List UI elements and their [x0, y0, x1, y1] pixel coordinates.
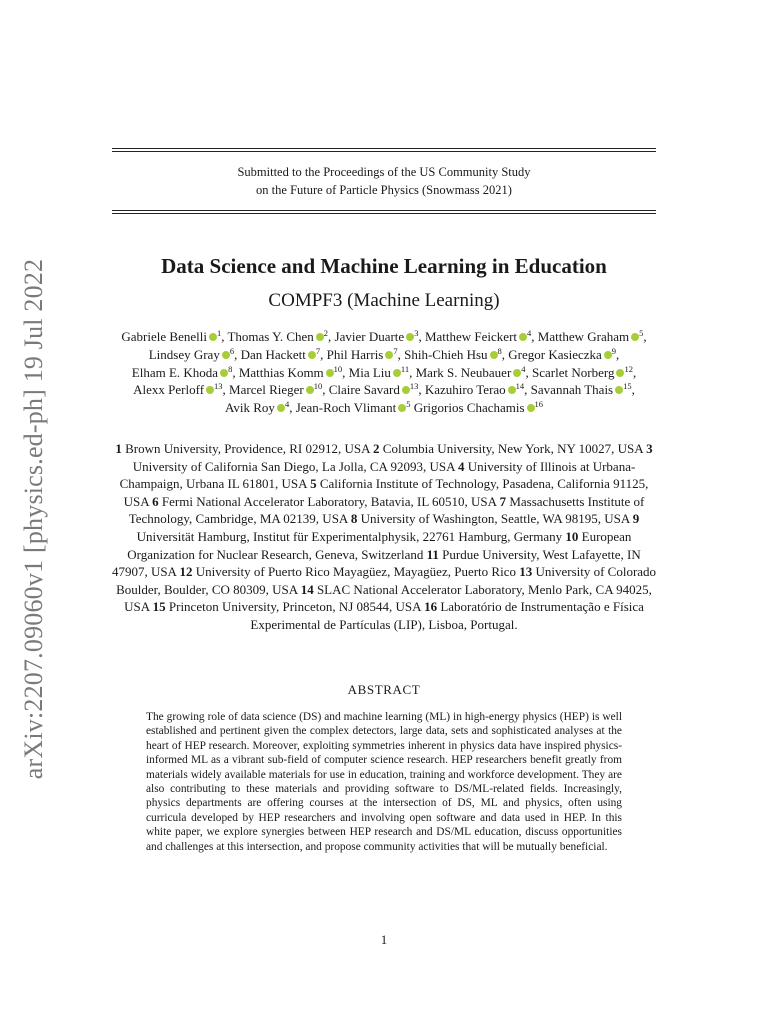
affiliation-number: 6 — [152, 493, 159, 509]
author — [349, 365, 409, 380]
author-affiliation-mark: 11 — [400, 363, 410, 374]
orcid-icon[interactable] — [615, 386, 623, 394]
author-affiliation-mark: 2 — [323, 328, 329, 338]
author-affiliation-mark: 1 — [216, 328, 222, 338]
author-name: Mark S. Neubauer — [415, 364, 512, 380]
affiliation-number: 16 — [424, 599, 438, 615]
author — [538, 329, 644, 344]
author-name: Jean-Roch Vlimant — [295, 400, 397, 416]
orcid-icon[interactable] — [277, 404, 285, 412]
orcid-icon[interactable] — [206, 386, 214, 394]
author — [532, 365, 633, 380]
affiliation-text: Purdue University, West Lafayette, IN 47907, USA — [111, 546, 641, 580]
author-affiliation-mark: 7 — [393, 345, 398, 356]
author-affiliation-mark: 9 — [611, 345, 617, 356]
affiliation-number: 13 — [519, 564, 533, 580]
affiliation-text: Princeton University, Princeton, NJ 08544, USA — [168, 599, 421, 615]
author-affiliation-mark: 10 — [333, 363, 343, 374]
affiliation-number: 14 — [300, 581, 314, 597]
author-affiliation-mark: 7 — [315, 345, 321, 356]
author-name: Claire Savard — [328, 382, 400, 398]
author — [416, 365, 526, 380]
page-number: 1 — [380, 932, 388, 947]
notice-line-2: on the Future of Particle Physics (Snowmass 2021) — [256, 183, 512, 197]
author-name: Avik Roy — [224, 400, 275, 416]
author — [229, 382, 322, 397]
affiliation-number: 4 — [458, 458, 465, 474]
author — [239, 365, 342, 380]
author-name: Matthew Feickert — [424, 329, 518, 344]
top-rule-upper — [112, 148, 656, 149]
author — [329, 382, 419, 397]
author-name: Elham E. Khoda — [131, 364, 219, 380]
author-name: Phil Harris — [326, 346, 384, 362]
author-name: Javier Duarte — [334, 329, 405, 344]
author-affiliation-mark: 4 — [284, 399, 290, 410]
orcid-icon[interactable] — [306, 386, 314, 394]
author-affiliation-mark: 5 — [639, 328, 644, 338]
author-affiliation-mark: 16 — [534, 399, 544, 410]
author — [425, 329, 531, 344]
author — [425, 382, 524, 397]
author — [335, 329, 419, 344]
author-name: Gregor Kasieczka — [508, 346, 602, 362]
affiliation-number: 15 — [152, 599, 166, 615]
author-affiliation-mark: 10 — [313, 381, 323, 392]
author-list: Gabriele Benelli $^1$, Thomas Y. Chen $^2$, Javier Duarte $^3$, Matthew Feickert $^4$, Matthew Graham $^5$, Lindsey Gray $^6$, Dan Hackett $^7$, Phil Harris $^7$, Shih-Chieh Hsu $^8$, Gregor Kasieczka $^9$, Elham E. Khoda $^8$, Matthias Komm $^{10}$, Mia Liu $^{11}$, Mark S. Neubauer $^4$, Scarlet Norberg $^{12}$, Alexx Perloff $^{13}$, Marcel Rieger $^{10}$, Claire Savard $^{13}$, Kazuhiro Terao $^{14}$, Savannah Thais $^{15}$, Avik Roy $^4$, Jean-Roch Vlimant $^5$ Grigorios Chachamis $^{16}$ — [121, 328, 647, 416]
author-affiliation-mark: 8 — [228, 363, 233, 374]
author-affiliation-mark: 5 — [406, 399, 411, 410]
orcid-icon[interactable] — [222, 351, 230, 359]
author-affiliation-mark: 4 — [527, 328, 532, 338]
author-affiliation-mark: 8 — [497, 345, 502, 356]
author-affiliation-mark: 13 — [214, 381, 223, 392]
author — [327, 347, 398, 362]
submission-notice — [112, 163, 656, 199]
notice-line-1: Submitted to the Proceedings of the US Community Study — [237, 165, 531, 179]
affiliation-number: 3 — [646, 441, 653, 456]
affiliation-number: 8 — [350, 511, 358, 527]
affiliation-number: 12 — [179, 564, 193, 580]
affiliation-number: 7 — [499, 493, 507, 509]
author-affiliation-mark: 6 — [229, 345, 235, 356]
author — [121, 329, 221, 344]
author-name: Lindsey Gray — [148, 346, 220, 362]
author — [531, 382, 632, 397]
affiliation-number: 11 — [426, 546, 439, 562]
orcid-icon[interactable] — [631, 333, 639, 341]
paper-subtitle: COMPF3 (Machine Learning) — [268, 290, 500, 311]
orcid-icon[interactable] — [508, 386, 516, 394]
author — [241, 347, 321, 362]
orcid-icon[interactable] — [402, 386, 410, 394]
author-name: Scarlet Norberg — [532, 364, 615, 380]
orcid-icon[interactable] — [604, 351, 612, 359]
bottom-rule-upper — [112, 210, 656, 211]
affiliation-number: 1 — [115, 441, 122, 456]
orcid-icon[interactable] — [490, 351, 498, 359]
affiliation-text: University of Puerto Rico Mayagüez, Mayagüez, Puerto Rico — [195, 564, 516, 580]
author — [404, 347, 502, 362]
affiliation-text: European Organization for Nuclear Research, Geneva, Switzerland — [127, 528, 632, 562]
affiliation-number: 2 — [373, 441, 380, 456]
orcid-icon[interactable] — [209, 333, 217, 341]
author-affiliation-mark: 3 — [414, 328, 419, 338]
affiliation-text: University of Illinois at Urbana-Champaign, Urbana IL 61801, USA — [119, 458, 636, 492]
author-name: Alexx Perloff — [133, 382, 205, 398]
affiliation-text: Columbia University, New York, NY 10027, USA — [382, 441, 643, 456]
author-affiliation-mark: 12 — [624, 363, 633, 374]
author-affiliation-mark: 15 — [623, 381, 632, 392]
affiliation-list — [108, 440, 660, 634]
author-affiliation-mark: 13 — [409, 381, 419, 392]
affiliation-text: University of California San Diego, La Jolla, CA 92093, USA — [132, 458, 455, 474]
paper-title: Data Science and Machine Learning in Education — [161, 254, 607, 278]
orcid-icon[interactable] — [308, 351, 316, 359]
orcid-icon[interactable] — [393, 369, 401, 377]
author-name: Mia Liu — [348, 364, 391, 380]
affiliation-text: University of Colorado Boulder, Boulder, CO 80309, USA — [116, 564, 657, 597]
orcid-icon[interactable] — [519, 333, 527, 341]
author-name: Matthias Komm — [238, 364, 324, 380]
author-name: Savannah Thais — [530, 382, 614, 398]
abstract-heading: ABSTRACT — [347, 682, 421, 697]
author-name: Marcel Rieger — [229, 382, 304, 398]
author — [227, 329, 328, 344]
affiliation-text: University of Washington, Seattle, WA 98195, USA — [360, 511, 630, 527]
affiliation-text: Laboratório de Instrumentação e Física Experimental de Partículas (LIP), Lisboa, Portugal. — [250, 599, 644, 632]
author — [508, 347, 616, 362]
affiliation-text: Massachusetts Institute of Technology, Cambridge, MA 02139, USA — [128, 493, 645, 527]
author — [132, 365, 233, 380]
top-rule-lower — [112, 151, 656, 152]
orcid-icon[interactable] — [527, 404, 535, 412]
author-affiliation-mark: 14 — [515, 381, 525, 392]
orcid-icon[interactable] — [316, 333, 324, 341]
arxiv-identifier — [14, 254, 54, 784]
affiliation-text: Universität Hamburg, Institut für Experimentalphysik, 22761 Hamburg, Germany — [136, 528, 563, 544]
author-name: Dan Hackett — [240, 346, 306, 362]
author — [133, 382, 222, 397]
affiliation-number: 9 — [632, 511, 640, 527]
author-name: Gabriele Benelli — [121, 329, 207, 344]
author — [225, 400, 289, 415]
author-affiliation-mark: 4 — [521, 363, 526, 374]
author-name: Kazuhiro Terao — [424, 382, 506, 398]
affiliation-number: 5 — [310, 476, 317, 492]
abstract-body: The growing role of data science (DS) and machine learning (ML) in high-energy physics (HEP) is well established and pertinent given the complex detectors, large data, sets and sophisticated analyses at the heart of HEP research. Moreover, exploiting symmetries inherent in physics data have inspired physics-informed ML as a vibrant sub-field of computer science research. HEP researchers benefit greatly from materials widely available materials for use in education, training and workforce development. They are also contributing to these materials and providing software to DS/ML-related fields. Increasingly, physics departments are offering courses at the intersection of DS, ML and physics, often using curricula developed by HEP researchers and involving open software and data used in HEP. In this white paper, we explore synergies between HEP research and DS/ML education, discuss opportunities and challenges at this intersection, and propose community activities that will be mutually beneficial. — [146, 711, 622, 853]
author-name: Grigorios Chachamis — [413, 400, 525, 416]
author — [414, 400, 543, 415]
author — [296, 400, 411, 415]
author-name: Matthew Graham — [537, 329, 630, 344]
bottom-rule-lower — [112, 213, 656, 214]
author-name: Shih-Chieh Hsu — [404, 346, 488, 362]
arxiv-identifier-text: arXiv:2207.09060v1 [physics.ed-ph] 19 Jul 2022 — [19, 258, 48, 780]
orcid-icon[interactable] — [398, 404, 406, 412]
affiliation-text: Fermi National Accelerator Laboratory, Batavia, IL 60510, USA — [161, 493, 497, 509]
affiliation-text: SLAC National Accelerator Laboratory, Menlo Park, CA 94025, USA — [124, 581, 652, 615]
orcid-icon[interactable] — [220, 369, 228, 377]
orcid-icon[interactable] — [406, 333, 414, 341]
affiliation-text: California Institute of Technology, Pasadena, California 91125, USA — [123, 476, 649, 509]
author-name: Thomas Y. Chen — [227, 329, 314, 344]
affiliation-text: Brown University, Providence, RI 02912, USA — [125, 441, 370, 456]
author — [149, 347, 234, 362]
orcid-icon[interactable] — [326, 369, 334, 377]
affiliation-number: 10 — [565, 528, 579, 544]
